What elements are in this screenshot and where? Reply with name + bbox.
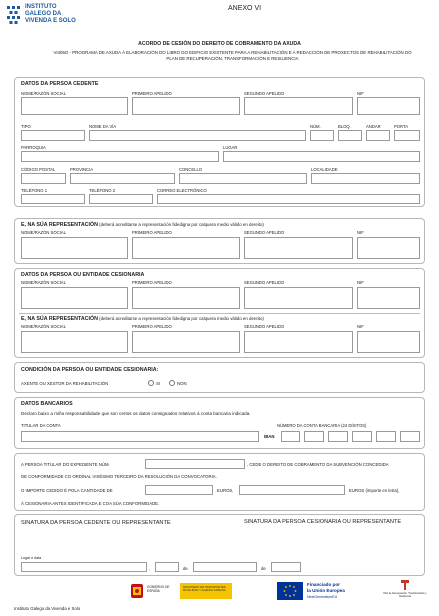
nif-field[interactable] (357, 237, 420, 259)
label-place: LUGAR (223, 145, 238, 150)
agreement-line4: Á CESIONARIA ANTES IDENTIFICADA E COA SÚA CONFORMIDADE. (21, 501, 160, 506)
yes-label: SI (156, 381, 161, 386)
spain-government-logo (130, 581, 242, 601)
cedent-representative-section (14, 218, 425, 264)
label-surname2: SEGUNDO APELIDO (244, 230, 285, 235)
gov-text-1: GOBIERNO DE ESPAÑA (147, 585, 170, 593)
nif-field[interactable] (357, 287, 420, 309)
eu-text-2: la Unión Europea (307, 588, 345, 593)
holder-field[interactable] (21, 431, 259, 442)
iban-label: IBAN (264, 434, 275, 439)
province-field[interactable] (70, 173, 175, 184)
label-council: CONCELLO (179, 167, 203, 172)
label-surname1: PRIMEIRO APELIDO (132, 280, 172, 285)
iban-field[interactable] (281, 431, 300, 442)
eu-logo (277, 581, 369, 601)
nif-field[interactable] (357, 331, 420, 353)
label-name: NOME/RAZÓN SOCIAL (21, 230, 66, 235)
account-block-2[interactable] (328, 431, 348, 442)
street-field[interactable] (89, 130, 306, 141)
label-block: BLOQ. (338, 124, 351, 129)
section-title: DATOS DA PERSOA CEDENTE (21, 81, 99, 87)
label-surname2: SEGUNDO APELIDO (244, 280, 285, 285)
no-radio[interactable] (169, 380, 175, 386)
place-field[interactable] (223, 151, 420, 162)
label-nif: NIF (357, 230, 364, 235)
label-nif: NIF (357, 91, 364, 96)
annex-label: ANEXO VI (228, 5, 262, 12)
agreement-line1a: A PERSOA TITULAR DO EXPEDIENTE NÚM. (21, 462, 110, 467)
yes-radio[interactable] (148, 380, 154, 386)
label-parish: PARROQUIA (21, 145, 46, 150)
logo-line: VIVENDA E SOLO (25, 18, 76, 24)
amount-number-field[interactable] (145, 485, 213, 495)
footer-logos (130, 579, 430, 603)
amount-letters-field[interactable] (239, 485, 345, 495)
prtr-text: Plan de Recuperación, Transformación y Resiliencia (383, 592, 427, 598)
document-title: ACORDO DE CESIÓN DO DEREITO DE COBRAMENTO DA AXUDA (138, 41, 301, 47)
month-field[interactable] (193, 562, 257, 572)
account-block-1[interactable] (304, 431, 324, 442)
label-account: NÚMERO DA CONTA BANCARIA (24 DÍXITOS) (277, 423, 367, 428)
label-door: PORTA (394, 124, 409, 129)
place-date-label: Lugar e data (21, 556, 42, 560)
name-field[interactable] (21, 331, 128, 353)
agreement-line2: DE CONFORMIDADE CO ORDINAL VIXÉSIMO TERCEIRO DA RESOLUCIÓN DA CONVOCATORIA. (21, 474, 217, 479)
bank-declaration: Declaro baixo a miña responsabilidade que son certos os datos consignados relativos á conta bancaria indicada. (21, 411, 251, 416)
cedent-section (14, 77, 425, 207)
surname1-field[interactable] (132, 287, 240, 309)
de-label: de (183, 566, 188, 571)
label-email: CORREO ELECTRÓNICO (157, 188, 207, 193)
label-surname2: SEGUNDO APELIDO (244, 91, 285, 96)
label-name: NOME/RAZÓN SOCIAL (21, 280, 66, 285)
nif-field[interactable] (357, 97, 420, 115)
surname1-field[interactable] (132, 97, 240, 115)
condition-question: AXENTE OU XESTOR DA REHABILITACIÓN (21, 381, 109, 386)
door-field[interactable] (394, 130, 420, 141)
no-label: NON (177, 381, 187, 386)
spain-coat-of-arms-icon (130, 582, 144, 600)
agreement-section (14, 453, 425, 511)
logo-line: INSTITUTO (25, 4, 57, 10)
cessionary-section (14, 268, 425, 358)
agreement-line1b: , CEDE O DEREITO DE COBRAMENTO DA SUBVENCIÓN CONCEDIDA (247, 462, 389, 467)
logo-text (25, 4, 76, 25)
label-locality: LOCALIDADE (311, 167, 338, 172)
label-surname1: PRIMEIRO APELIDO (132, 91, 172, 96)
label-num: NÚM. (310, 124, 321, 129)
de-label: de (261, 566, 266, 571)
surname1-field[interactable] (132, 237, 240, 259)
account-block-3[interactable] (352, 431, 372, 442)
divider (19, 313, 420, 314)
name-field[interactable] (21, 237, 128, 259)
igvs-logo (6, 2, 126, 30)
bank-section (14, 397, 425, 449)
eu-text-1: Financiado por (307, 582, 340, 587)
prtr-logo (382, 579, 428, 603)
surname1-field[interactable] (132, 331, 240, 353)
label-surname1: PRIMEIRO APELIDO (132, 324, 172, 329)
footer-organization: Instituto Galego da Vivenda e Solo (14, 606, 81, 611)
agreement-line3a: O IMPORTE CEDIDO É POLA CANTIDADE DE (21, 488, 113, 493)
num-field[interactable] (310, 130, 334, 141)
prtr-mark-icon (400, 579, 410, 591)
label-street: NOME DA VÍA (89, 124, 117, 129)
place-field[interactable] (21, 562, 147, 572)
section-title-text: E, NA SÚA REPRESENTACIÓN (21, 316, 98, 322)
phone1-field[interactable] (21, 194, 85, 204)
condition-section (14, 362, 425, 393)
type-field[interactable] (21, 130, 85, 141)
section-note: (deberá acreditarse a representación fidedigna por calquera medio válido en dereito) (97, 316, 264, 321)
section-title: DATOS DA PERSOA OU ENTIDADE CESIONARIA (21, 272, 145, 278)
section-note: (deberá acreditarse a representación fidedigna por calquera medio válido en dereito) (97, 222, 264, 227)
label-phone2: TELÉFONO 2 (89, 188, 116, 193)
year-field[interactable] (271, 562, 301, 572)
surname2-field[interactable] (244, 331, 353, 353)
cedent-signature-label: SINATURA DA PERSOA CEDENTE OU REPRESENTANTE (21, 520, 171, 526)
account-block-4[interactable] (376, 431, 396, 442)
section-title (21, 316, 264, 322)
locality-field[interactable] (311, 173, 420, 184)
section-title: CONDICIÓN DA PERSOA OU ENTIDADE CESIONARIA: (21, 367, 159, 373)
phone2-field[interactable] (89, 194, 153, 204)
email-field[interactable] (157, 194, 420, 204)
cessionary-signature-label: SINATURA DA PERSOA CESIONARIA OU REPRESENTANTE (244, 519, 402, 525)
label-surname2: SEGUNDO APELIDO (244, 324, 285, 329)
day-field[interactable] (155, 562, 179, 572)
council-field[interactable] (179, 173, 307, 184)
account-block-5[interactable] (400, 431, 420, 442)
label-phone1: TELÉFONO 1 (21, 188, 48, 193)
label-nif: NIF (357, 280, 364, 285)
section-title-text: E, NA SÚA REPRESENTACIÓN (21, 222, 98, 228)
label-province: PROVINCIA (70, 167, 94, 172)
postcode-field[interactable] (21, 173, 66, 184)
section-title: DATOS BANCARIOS (21, 401, 73, 407)
surname2-field[interactable] (244, 287, 353, 309)
expedient-number-field[interactable] (145, 459, 245, 469)
name-field[interactable] (21, 287, 128, 309)
agreement-line3b: EUROS, (217, 488, 234, 493)
floor-field[interactable] (366, 130, 390, 141)
ministry-badge (180, 583, 232, 599)
galicia-emblem-icon (6, 5, 22, 27)
label-name: NOME/RAZÓN SOCIAL (21, 324, 66, 329)
document-subtitle: VI406G - PROGRAMA DE AXUDA Á ELABORACIÓN DO LIBRO DO EDIFICIO EXISTENTE PARA A REHABILITACIÓN E A REDACCIÓN DE PROXECTOS DE REHABILITACIÓN DO PLAN DE RECUPERACIÓN, TRANSFORMACIÓN E RESILIENCIA (53, 50, 412, 61)
label-holder: TITULAR DA CONTA (21, 423, 61, 428)
label-nif: NIF (357, 324, 364, 329)
signature-section (14, 514, 425, 576)
name-field[interactable] (21, 97, 128, 115)
comma: , (149, 566, 151, 571)
block-field[interactable] (338, 130, 362, 141)
eu-text-3: NextGenerationEU (307, 595, 338, 599)
label-floor: ANDAR (366, 124, 381, 129)
label-type: TIPO (21, 124, 31, 129)
parish-field[interactable] (21, 151, 219, 162)
label-surname1: PRIMEIRO APELIDO (132, 230, 172, 235)
gov-text-2: MINISTERIO DE TRANSPORTES, MOVILIDAD Y AGENDA URBANA (183, 585, 227, 593)
eu-flag-icon (277, 582, 303, 600)
surname2-field[interactable] (244, 97, 353, 115)
logo-line: GALEGO DA (25, 11, 62, 17)
label-name: NOME/RAZÓN SOCIAL (21, 91, 66, 96)
section-title (21, 222, 264, 228)
surname2-field[interactable] (244, 237, 353, 259)
label-postcode: CÓDIGO POSTAL (21, 167, 56, 172)
agreement-line3c: EUROS (importe en letra), (349, 488, 400, 493)
